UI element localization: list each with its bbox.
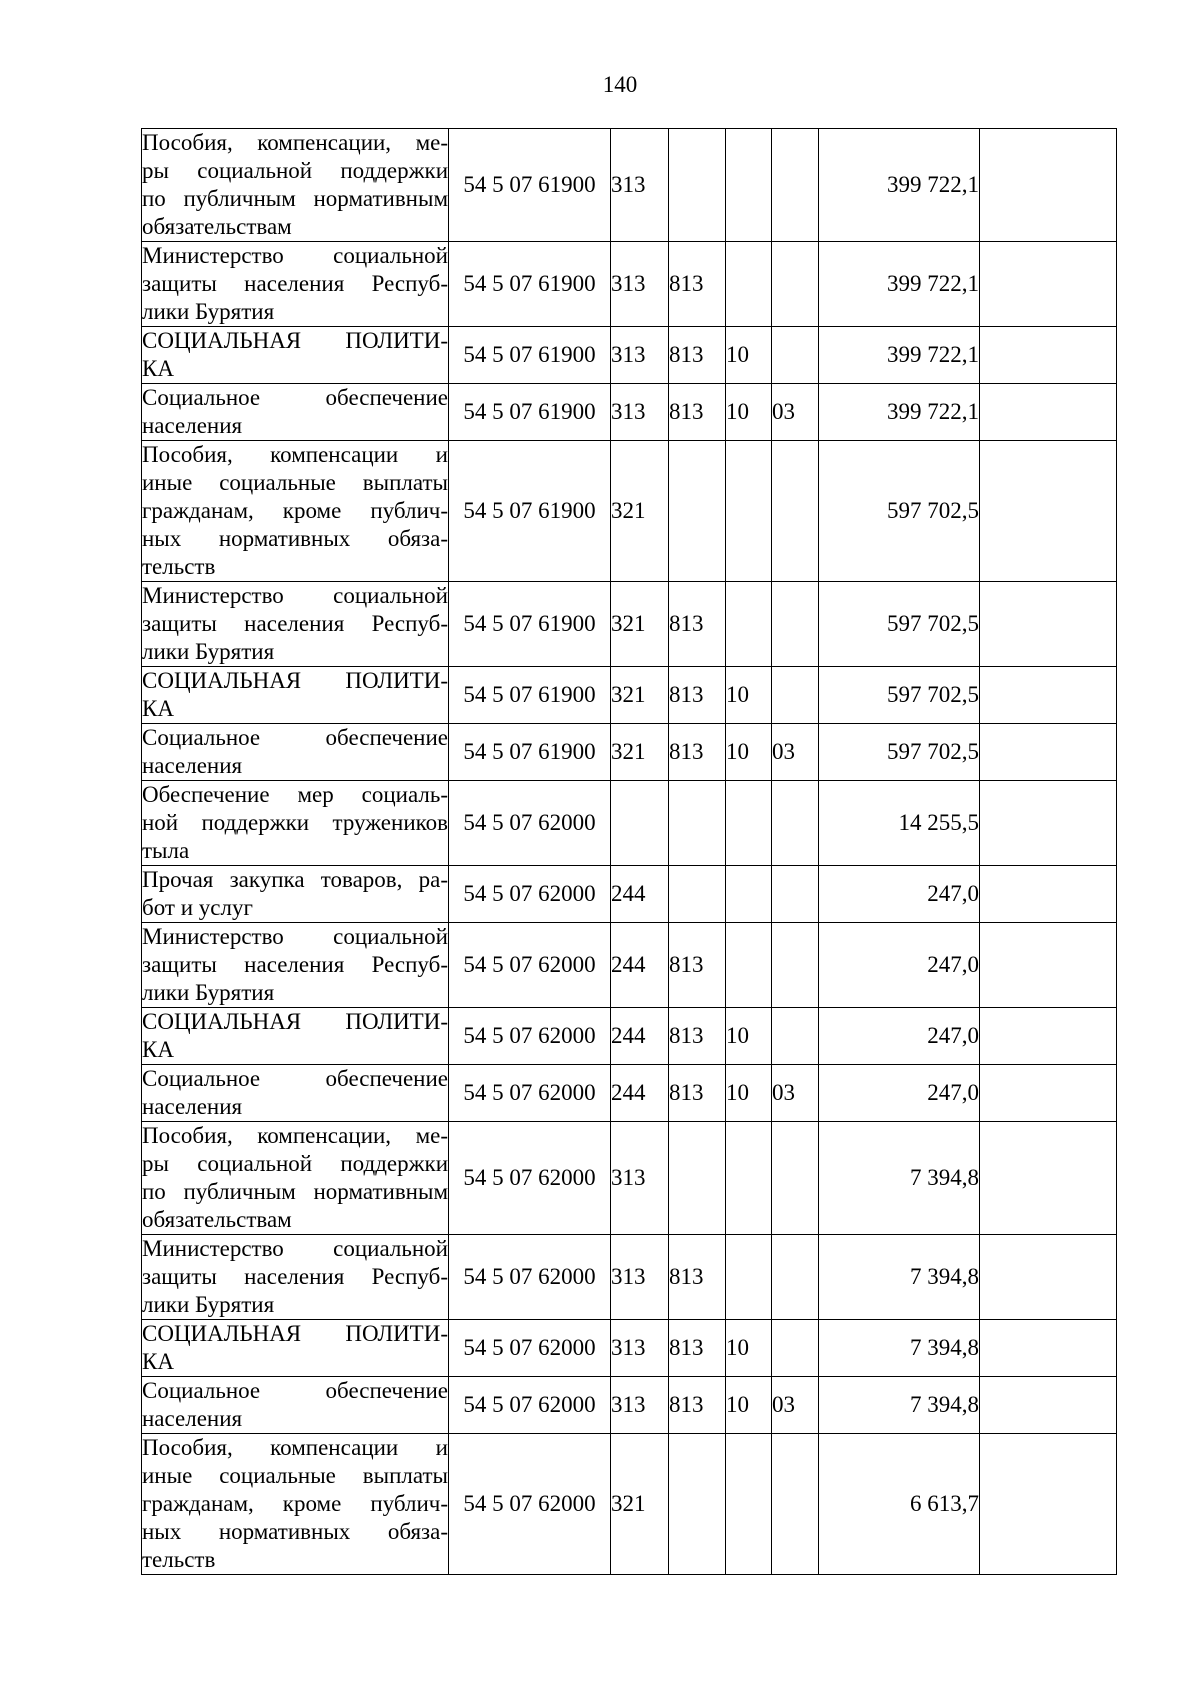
ministry-code	[669, 866, 726, 923]
row-name	[142, 1122, 449, 1235]
page-number: 140	[602, 72, 638, 97]
ministry-code: 813	[669, 667, 726, 724]
ministry-code: 813	[669, 1235, 726, 1320]
row-name	[142, 384, 449, 441]
expense-type-code: 321	[611, 667, 669, 724]
expense-type-code: 313	[611, 1122, 669, 1235]
extra-cell	[980, 1320, 1117, 1377]
row-name-line: Пособия, компенсации, ме-	[142, 130, 448, 155]
row-name-line: защиты населения Респуб-	[142, 952, 448, 977]
ministry-code: 813	[669, 1377, 726, 1434]
amount: 399 722,1	[819, 129, 980, 242]
extra-cell	[980, 1065, 1117, 1122]
table-body	[142, 129, 1117, 1575]
row-name	[142, 1235, 449, 1320]
row-name-line: по публичным нормативным	[142, 1179, 448, 1204]
subsection-code: 03	[772, 724, 819, 781]
table-row	[142, 129, 1117, 242]
amount: 7 394,8	[819, 1320, 980, 1377]
row-name-line: защиты населения Респуб-	[142, 1264, 448, 1289]
amount: 597 702,5	[819, 441, 980, 582]
table-row	[142, 866, 1117, 923]
amount: 247,0	[819, 923, 980, 1008]
section-code	[726, 129, 772, 242]
row-name-line: ры социальной поддержки	[142, 1151, 448, 1176]
subsection-code: 03	[772, 1065, 819, 1122]
amount: 14 255,5	[819, 781, 980, 866]
table-row	[142, 667, 1117, 724]
section-code	[726, 242, 772, 327]
table-row	[142, 781, 1117, 866]
row-name-line: обязательствам	[142, 214, 292, 239]
subsection-code: 03	[772, 1377, 819, 1434]
ministry-code: 813	[669, 327, 726, 384]
table-row	[142, 1377, 1117, 1434]
expense-type-code: 313	[611, 327, 669, 384]
ministry-code: 813	[669, 242, 726, 327]
expense-type-code: 313	[611, 384, 669, 441]
row-name-line: ных нормативных обяза-	[142, 1519, 448, 1544]
subsection-code	[772, 129, 819, 242]
target-article-code: 54 5 07 62000	[449, 781, 611, 866]
row-name-line: СОЦИАЛЬНАЯ ПОЛИТИ-	[142, 1321, 448, 1346]
amount: 597 702,5	[819, 582, 980, 667]
section-code: 10	[726, 384, 772, 441]
extra-cell	[980, 724, 1117, 781]
row-name-line: бот и услуг	[142, 895, 253, 920]
section-code	[726, 866, 772, 923]
target-article-code: 54 5 07 61900	[449, 441, 611, 582]
ministry-code: 813	[669, 582, 726, 667]
expense-type-code: 244	[611, 866, 669, 923]
row-name-line: лики Бурятия	[142, 639, 275, 664]
target-article-code: 54 5 07 61900	[449, 129, 611, 242]
table-row	[142, 1065, 1117, 1122]
extra-cell	[980, 781, 1117, 866]
row-name-line: лики Бурятия	[142, 980, 275, 1005]
extra-cell	[980, 1008, 1117, 1065]
section-code	[726, 1235, 772, 1320]
row-name-line: Пособия, компенсации, ме-	[142, 1123, 448, 1148]
target-article-code: 54 5 07 61900	[449, 242, 611, 327]
expense-type-code: 313	[611, 1235, 669, 1320]
expense-type-code: 244	[611, 1008, 669, 1065]
section-code: 10	[726, 724, 772, 781]
row-name-line: Министерство социальной	[142, 924, 448, 949]
table-row	[142, 582, 1117, 667]
expense-type-code: 313	[611, 1377, 669, 1434]
row-name-line: гражданам, кроме публич-	[142, 1491, 448, 1516]
amount: 7 394,8	[819, 1377, 980, 1434]
row-name	[142, 866, 449, 923]
subsection-code	[772, 441, 819, 582]
row-name	[142, 1008, 449, 1065]
target-article-code: 54 5 07 62000	[449, 1122, 611, 1235]
target-article-code: 54 5 07 61900	[449, 384, 611, 441]
amount: 247,0	[819, 1065, 980, 1122]
amount: 6 613,7	[819, 1434, 980, 1575]
section-code	[726, 441, 772, 582]
ministry-code: 813	[669, 384, 726, 441]
row-name	[142, 781, 449, 866]
amount: 7 394,8	[819, 1235, 980, 1320]
expense-type-code: 313	[611, 242, 669, 327]
ministry-code: 813	[669, 1065, 726, 1122]
extra-cell	[980, 1434, 1117, 1575]
row-name-line: КА	[142, 356, 174, 381]
expense-type-code: 244	[611, 923, 669, 1008]
ministry-code	[669, 441, 726, 582]
table-row	[142, 923, 1117, 1008]
ministry-code	[669, 129, 726, 242]
section-code	[726, 582, 772, 667]
row-name	[142, 582, 449, 667]
section-code: 10	[726, 1377, 772, 1434]
target-article-code: 54 5 07 62000	[449, 1235, 611, 1320]
row-name-line: тыла	[142, 838, 190, 863]
section-code	[726, 1434, 772, 1575]
subsection-code	[772, 1434, 819, 1575]
row-name-line: ры социальной поддержки	[142, 158, 448, 183]
target-article-code: 54 5 07 62000	[449, 1065, 611, 1122]
row-name-line: населения	[142, 413, 243, 438]
subsection-code	[772, 667, 819, 724]
section-code: 10	[726, 667, 772, 724]
expense-type-code: 244	[611, 1065, 669, 1122]
row-name	[142, 242, 449, 327]
target-article-code: 54 5 07 61900	[449, 582, 611, 667]
expense-type-code: 321	[611, 582, 669, 667]
subsection-code: 03	[772, 384, 819, 441]
ministry-code: 813	[669, 923, 726, 1008]
table-row	[142, 1008, 1117, 1065]
section-code: 10	[726, 1065, 772, 1122]
row-name	[142, 327, 449, 384]
amount: 399 722,1	[819, 384, 980, 441]
amount: 7 394,8	[819, 1122, 980, 1235]
table-row	[142, 242, 1117, 327]
row-name-line: Социальное обеспечение	[142, 1378, 448, 1403]
row-name-line: Социальное обеспечение	[142, 385, 448, 410]
subsection-code	[772, 781, 819, 866]
subsection-code	[772, 582, 819, 667]
target-article-code: 54 5 07 61900	[449, 667, 611, 724]
target-article-code: 54 5 07 61900	[449, 327, 611, 384]
expense-type-code	[611, 781, 669, 866]
row-name-line: Прочая закупка товаров, ра-	[142, 867, 448, 892]
row-name	[142, 1320, 449, 1377]
expense-type-code: 313	[611, 1320, 669, 1377]
row-name	[142, 1434, 449, 1575]
target-article-code: 54 5 07 61900	[449, 724, 611, 781]
row-name-line: КА	[142, 696, 174, 721]
target-article-code: 54 5 07 62000	[449, 866, 611, 923]
row-name	[142, 129, 449, 242]
extra-cell	[980, 384, 1117, 441]
row-name-line: Социальное обеспечение	[142, 725, 448, 750]
row-name-line: ной поддержки тружеников	[142, 810, 448, 835]
row-name	[142, 1065, 449, 1122]
row-name-line: лики Бурятия	[142, 299, 275, 324]
target-article-code: 54 5 07 62000	[449, 1434, 611, 1575]
ministry-code: 813	[669, 724, 726, 781]
row-name-line: тельств	[142, 1547, 216, 1572]
row-name-line: населения	[142, 753, 243, 778]
extra-cell	[980, 327, 1117, 384]
amount: 597 702,5	[819, 724, 980, 781]
ministry-code: 813	[669, 1008, 726, 1065]
row-name-line: иные социальные выплаты	[142, 1463, 448, 1488]
row-name-line: Пособия, компенсации и	[142, 442, 448, 467]
row-name-line: КА	[142, 1037, 174, 1062]
row-name-line: Министерство социальной	[142, 243, 448, 268]
row-name-line: КА	[142, 1349, 174, 1374]
section-code	[726, 923, 772, 1008]
row-name-line: Министерство социальной	[142, 1236, 448, 1261]
row-name-line: Министерство социальной	[142, 583, 448, 608]
target-article-code: 54 5 07 62000	[449, 1320, 611, 1377]
target-article-code: 54 5 07 62000	[449, 923, 611, 1008]
amount: 597 702,5	[819, 667, 980, 724]
ministry-code	[669, 1122, 726, 1235]
row-name-line: обязательствам	[142, 1207, 292, 1232]
extra-cell	[980, 923, 1117, 1008]
row-name-line: защиты населения Респуб-	[142, 611, 448, 636]
subsection-code	[772, 1235, 819, 1320]
subsection-code	[772, 1122, 819, 1235]
section-code: 10	[726, 327, 772, 384]
expense-type-code: 321	[611, 1434, 669, 1575]
amount: 399 722,1	[819, 242, 980, 327]
subsection-code	[772, 242, 819, 327]
row-name-line: тельств	[142, 554, 216, 579]
extra-cell	[980, 1377, 1117, 1434]
target-article-code: 54 5 07 62000	[449, 1377, 611, 1434]
subsection-code	[772, 866, 819, 923]
ministry-code	[669, 781, 726, 866]
row-name-line: Обеспечение мер социаль-	[142, 782, 448, 807]
table-row	[142, 441, 1117, 582]
row-name-line: лики Бурятия	[142, 1292, 275, 1317]
target-article-code: 54 5 07 62000	[449, 1008, 611, 1065]
section-code: 10	[726, 1008, 772, 1065]
extra-cell	[980, 1122, 1117, 1235]
table-row	[142, 1434, 1117, 1575]
extra-cell	[980, 242, 1117, 327]
subsection-code	[772, 923, 819, 1008]
row-name-line: по публичным нормативным	[142, 186, 448, 211]
subsection-code	[772, 1320, 819, 1377]
expense-type-code: 321	[611, 441, 669, 582]
expense-type-code: 321	[611, 724, 669, 781]
table-row	[142, 724, 1117, 781]
section-code: 10	[726, 1320, 772, 1377]
amount: 247,0	[819, 866, 980, 923]
extra-cell	[980, 667, 1117, 724]
subsection-code	[772, 1008, 819, 1065]
table-row	[142, 1235, 1117, 1320]
row-name-line: иные социальные выплаты	[142, 470, 448, 495]
row-name	[142, 667, 449, 724]
row-name	[142, 923, 449, 1008]
row-name-line: гражданам, кроме публич-	[142, 498, 448, 523]
row-name-line: Пособия, компенсации и	[142, 1435, 448, 1460]
extra-cell	[980, 129, 1117, 242]
row-name-line: СОЦИАЛЬНАЯ ПОЛИТИ-	[142, 1009, 448, 1034]
table-row	[142, 1122, 1117, 1235]
table-row	[142, 384, 1117, 441]
row-name	[142, 724, 449, 781]
extra-cell	[980, 1235, 1117, 1320]
row-name-line: населения	[142, 1406, 243, 1431]
table-row	[142, 1320, 1117, 1377]
amount: 247,0	[819, 1008, 980, 1065]
row-name-line: СОЦИАЛЬНАЯ ПОЛИТИ-	[142, 328, 448, 353]
table-row	[142, 327, 1117, 384]
extra-cell	[980, 866, 1117, 923]
row-name-line: защиты населения Респуб-	[142, 271, 448, 296]
row-name-line: населения	[142, 1094, 243, 1119]
subsection-code	[772, 327, 819, 384]
section-code	[726, 781, 772, 866]
ministry-code: 813	[669, 1320, 726, 1377]
row-name	[142, 1377, 449, 1434]
extra-cell	[980, 582, 1117, 667]
ministry-code	[669, 1434, 726, 1575]
row-name	[142, 441, 449, 582]
row-name-line: ных нормативных обяза-	[142, 526, 448, 551]
expense-type-code: 313	[611, 129, 669, 242]
section-code	[726, 1122, 772, 1235]
amount: 399 722,1	[819, 327, 980, 384]
extra-cell	[980, 441, 1117, 582]
row-name-line: Социальное обеспечение	[142, 1066, 448, 1091]
row-name-line: СОЦИАЛЬНАЯ ПОЛИТИ-	[142, 668, 448, 693]
budget-table	[141, 128, 1117, 1575]
